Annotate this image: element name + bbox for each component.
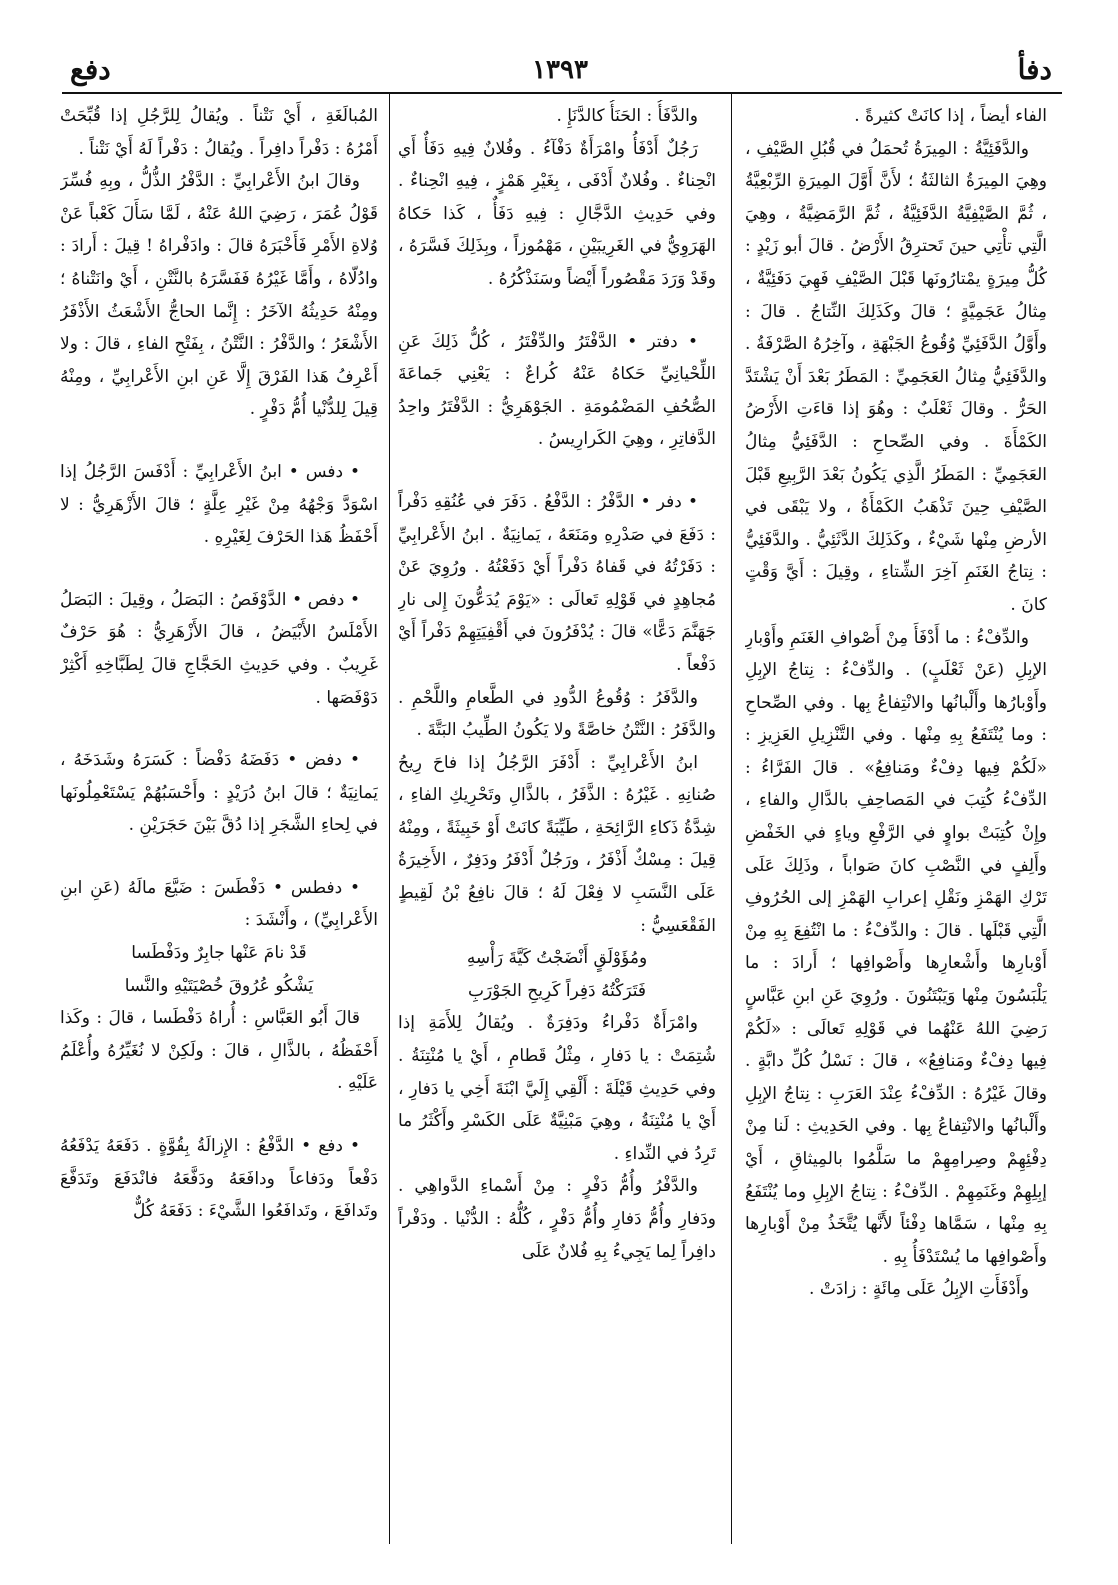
column-divider-right	[731, 94, 732, 1544]
paragraph: رَجُلٌ أَدْفَأُ وامْرَأَةٌ دَفْآءُ . وفُلانٌ فِيهِ دَفَأٌ أَي انْحِناءٌ . وفُلانٌ أَدْفَى ، بِغَيْرِ هَمْزٍ ، فِيهِ انْحِناءٌ . وفي حَدِيثِ الدَّجَّالِ : فِيهِ دَفَأٌ ، كَذا حَكاهُ الهَرَوِيُّ في الغَرِيبَيْنِ ، مَهْمُوزاً ، وبِذَلِكَ فَسَّرَهُ ، وقَدْ وَرَدَ مَقْصُوراً أَيْضاً وسَنَذْكُرُهُ .	[398, 138, 716, 289]
column-right	[745, 100, 1047, 1540]
entry-dafad: • دفض • دَفَضَهُ دَفْضاً : كَسَرَهُ وشَدَخَهُ ، يَمانِيَةٌ ؛ قالَ ابنُ دُرَيْدٍ : وأَحْسَبُهُمْ يَسْتَعْمِلُونَها في لِحاءِ الشَّجَرِ إذا دُقَّ بَيْنَ حَجَرَيْنِ .	[60, 750, 378, 836]
column-left	[60, 100, 378, 1540]
paragraph: والدَّفَأُ : الحَنَأُ كالدَّنَإِ .	[556, 106, 698, 126]
page-number: ١٣٩٣	[532, 55, 588, 85]
header-last-root: دفع	[70, 53, 111, 86]
paragraph: وقالَ ابنُ الأَعْرابِيِّ : الدَّفْرُ الذُّلُّ ، وبِهِ فُسِّرَ قَوْلُ عُمَرَ ، رَضِيَ اللهُ عَنْهُ ، لَمَّا سَأَلَ كَعْباً عَنْ وُلاةِ الأَمْرِ فَأَخْبَرَهُ قالَ : وادَفْراهُ ! قِيلَ : أَرادَ : وادُلّاهُ ، وأَمَّا غَيْرُهُ فَفَسَّرَهُ بالنَّتْنِ ، أَيْ وانَتْناهُ ؛ ومِنْهُ حَدِيثُهُ الآخَرُ : إِنَّما الحاجُّ الأَشْعَثُ الأَذْفَرُ الأَشْعَرُ ؛ والدَّفْرُ : النَّتْنُ ، بِفَتْحِ الفاءِ ، قالَ : ولا أَعْرِفُ هَذا الفَرْقَ إِلَّا عَنِ ابنِ الأَعْرابِيِّ ، ومِنْهُ قِيلَ لِلدُّنْيا أُمُّ دَفْرٍ .	[60, 171, 378, 420]
paragraph: والدَّفْرُ وأُمُّ دَفْرٍ : مِنْ أَسْماءِ الدَّواهِي . ودَفارِ وأُمُّ دَفارِ وأُمُّ دَفْرٍ ، كُلُّهُ : الدُّنْيا . ودَفْراً دافِراً لِما يَجِيءُ بِهِ فُلانٌ عَلَى	[398, 1176, 716, 1262]
verse-line: قَدْ نامَ عَنْها جابِرٌ ودَفْطَسا	[131, 943, 307, 964]
page-header	[60, 52, 1060, 92]
entry-dafa: • دفع • الدَّفْعُ : الإِزالَةُ بِقُوَّةٍ . دَفَعَهُ يَدْفَعُهُ دَفْعاً ودَفاعاً ودافَعَهُ ودَفَّعَهُ فانْدَفَعَ وتَدَفَّعَ وتَدافَعَ ، وتَدافَعُوا الشَّيْءَ : دَفَعَهُ كُلٌّ	[60, 1136, 378, 1222]
paragraph: وأَدْفَأَتِ الإبِلُ عَلَى مِائَةٍ : زادَتْ .	[809, 1279, 1029, 1300]
entry-daftar: • دفتر • الدَّفْتَرُ والدِّفْتَرُ ، كُلُّ ذَلِكَ عَنِ اللِّحْيانِيِّ حَكاهُ عَنْهُ كُراعٌ : يَعْنِي جَماعَةَ الصُّحُفِ المَضْمُومَةِ . الجَوْهَرِيُّ : الدَّفْتَرُ واحِدُ الدَّفاتِرِ ، وهِيَ الكَرارِيسُ .	[398, 331, 716, 450]
header-rule	[62, 92, 1062, 94]
paragraph: والدَّفَرُ : وُقُوعُ الدُّودِ في الطَّعامِ واللَّحْمِ . والدَّفَرُ : النَّتْنُ خاصَّةً ولا يَكُونُ الطِّيبُ البَتَّةَ .	[398, 687, 716, 741]
paragraph: والدَّفَئِيَّةُ : المِيرَةُ تُحمَلُ في قُبُلِ الصَّيْفِ ، وهِيَ المِيرَةُ الثالثَةُ ؛ لأَنَّ أَوَّلَ المِيرَةِ الرِّبْعِيَّةُ ، ثُمَّ الصَّيْفِيَّةُ الدَّفَئِيَّةُ ، ثُمَّ الرَّمَضِيَّةُ ، وهِيَ الَّتِي تأْتِي حينَ تَحترِقُ الأَرْضُ . قالَ أبو زَيْدٍ : كُلُّ مِيرَةٍ يمْتارُونَها قَبْلَ الصَّيْفِ فَهِيَ دَفَئِيَّةٌ ، مِثالُ عَجَمِيَّةٍ ؛ قالَ وكَذَلِكَ النِّتاجُ . قالَ : وأَوَّلُ الدَّفَئِيِّ وُقُوعُ الجَبْهَةِ ، وآخِرُهُ الصَّرْفَةُ . والدَّفَئِيُّ مِثالُ العَجَمِيِّ : المَطَرُ بَعْدَ أَنْ يَشْتَدَّ الحَرُّ . وقالَ ثَعْلَبٌ : وهُوَ إذا قاءَتِ الأَرْضُ الكَمْأَةَ . وفي الصِّحاحِ : الدَّفَئِيُّ مِثالُ العَجَمِيِّ : المَطَرُ الَّذِي يَكُونُ بَعْدَ الرَّبِيعِ قَبْلَ الصَّيْفِ حِينَ تَذْهَبُ الكَمْأَةُ ، ولا يَبْقَى في الأرضِ مِنْها شَيْءٌ ، وكَذَلِكَ الدَّثَئِيُّ . والدَّفَئِيُّ : نِتاجُ الغَنَمِ آخِرَ الشِّتاءِ ، وقِيلَ : أَيَّ وَقْتٍ كانَ .	[745, 138, 1047, 615]
paragraph: والدِّفْءُ : ما أَدْفَأَ مِنْ أَصْوافِ الغَنَمِ وأَوْبارِ الإبِلِ (عَنْ ثَعْلَبٍ) . والدِّفْءُ : نِتاجُ الإبِلِ وأَوْبارُها وأَلْبانُها والانْتِفاعُ بِها . وفي الصِّحاحِ : وما يُنْتَفَعُ بِهِ مِنْها . وفي التَّنْزِيلِ العَزِيزِ : «لَكُمْ فِيها دِفْءٌ ومَنافِعُ» . قالَ الفَرَّاءُ : الدِّفْءُ كُتِبَ في المَصاحِفِ بالدَّالِ والفاءِ ، وإِنْ كُتِبَتْ بواوٍ في الرَّفْعِ وياءٍ في الخَفْضِ وأَلِفٍ في النَّصْبِ كانَ صَواباً ، وذَلِكَ عَلَى تَرْكِ الهَمْزِ ونَقْلِ إعرابِ الهَمْزِ إلى الحُرُوفِ الَّتِي قَبْلَها . قالَ : والدِّفْءُ : ما انْتُفِعَ بِهِ مِنْ أَوْبارِها وأَشْعارِها وأَصْوافِها ؛ أَرادَ : ما يَلْبَسُونَ مِنْها وَيَبْتَنُونَ . ورُوِيَ عَنِ ابنِ عَبَّاسٍ رَضِيَ اللهُ عَنْهُما في قَوْلِهِ تَعالَى : «لَكُمْ فِيها دِفْءٌ ومَنافِعُ» ، قالَ : نَسْلُ كُلِّ دابَّةٍ . وقالَ غَيْرُهُ : الدِّفْءُ عِنْدَ العَرَبِ : نِتاجُ الإبِلِ وأَلْبانُها والانْتِفاعُ بِها . وفي الحَدِيثِ : لَنا مِنْ دِفْئِهِمْ وصِرامِهِمْ ما سَلَّمُوا بالمِيثاقِ ، أَيْ إبِلِهِمْ وغَنَمِهِمْ . الدِّفْءُ : نِتاجُ الإبِلِ وما يُنْتَفَعُ بِهِ مِنْها ، سَمَّاها دِفْئاً لأَنَّها يُتَّخَذُ مِنْ أَوْبارِها وأَصْوافِها ما يُسْتَدْفَأُ بِهِ .	[745, 627, 1047, 1267]
paragraph: ابنُ الأَعْرابِيِّ : أَدْفَرَ الرَّجُلُ إذا فاحَ رِيحُ صُنانِهِ . غَيْرُهُ : الذَّفَرُ ، بالذَّالِ وتَحْرِيكِ الفاءِ ، شِدَّةُ ذَكاءِ الرَّائِحَةِ ، طَيِّبَةً كانَتْ أَوْ خَبِيثَةً ، ومِنْهُ قِيلَ : مِسْكٌ أَذْفَرُ ، ورَجُلٌ أَدْفَرُ ودَفِرٌ ، الأَخِيرَةُ عَلَى النَّسَبِ لا فِعْلَ لَهُ ؛ قالَ نافِعُ بْنُ لَقِيطٍ الفَقْعَسِيُّ :	[398, 752, 716, 936]
verse-line: ومُؤَوْلَقٍ أَنْضَجْتُ كَيَّةَ رَأْسِهِ	[466, 948, 648, 969]
paragraph: المُبالَغَةِ ، أَيْ نَتْناً . ويُقالُ لِلرَّجُلِ إذا قُبِّحَتْ أَمْرُهُ : دَفْراً دافِراً . ويُقالُ : دَفْراً لَهُ أَيْ نَتْناً .	[60, 106, 378, 159]
paragraph: الفاء أيضاً ، إذا كانَتْ كثيرةً .	[854, 106, 1047, 126]
entry-dafas: • دفس • ابنُ الأَعْرابِيِّ : أَدْفَسَ الرَّجُلُ إذا اسْوَدَّ وَجْهُهُ مِنْ غَيْرِ عِلَّةٍ ؛ قالَ الأَزْهَرِيُّ : لا أَحْفَظُ هَذا الحَرْفَ لِغَيْرِهِ .	[60, 461, 378, 548]
entry-dafas-sad: • دفص • الدَّوْفَصُ : البَصَلُ ، وقِيلَ : البَصَلُ الأَمْلَسُ الأَبْيَضُ ، قالَ الأَزْهَرِيُّ : هُوَ حَرْفٌ غَرِيبٌ . وفي حَدِيثِ الحَجَّاجِ قالَ لِطَبَّاخِهِ أَكْثِرْ دَوْفَصَها .	[60, 589, 378, 708]
entry-dafar: • دفر • الدَّفْرُ : الدَّفْعُ . دَفَرَ في عُنُقِهِ دَفْراً : دَفَعَ في صَدْرِهِ ومَنَعَهُ ، يَمانِيَةٌ . ابنُ الأَعْرابِيِّ : دَفَرْتُهُ في قَفاهُ دَفْراً أَيْ دَفَعْتُهُ . ورُوِيَ عَنْ مُجاهِدٍ في قَوْلِهِ تَعالَى : «يَوْمَ يُدَعُّونَ إِلى نارِ جَهَنَّمَ دَعًّا» قالَ : يُدْفَرُونَ في أَقْفِيَتِهِمْ دَفْراً أَيْ دَفْعاً .	[398, 491, 716, 675]
paragraph: قالَ أَبُو العَبَّاسِ : أُراهُ دَفْطَسا ، قالَ : وكَذا أَحْفَظُهُ ، بالذَّالِ ، قالَ : ولَكِنْ لا نُغَيِّرُهُ وأُعْلَمُ عَلَيْهِ .	[60, 1008, 378, 1094]
header-first-root: دفأ	[1017, 53, 1052, 86]
entry-daftas: • دفطس • دَفْطَسَ : ضَيَّعَ مالَهُ (عَنِ ابنِ الأَعْرابِيِّ) ، وأَنْشَدَ :	[60, 877, 378, 931]
verse-line: يَشْكُو عُرُوقَ خُصْيَتَيْهِ والنَّسا	[124, 975, 314, 996]
column-divider-left	[389, 94, 390, 1544]
verse-line: فَتَرَكْتُهُ دَفِراً كَرِيحِ الجَوْرَبِ	[467, 980, 647, 1001]
column-middle	[398, 100, 716, 1540]
paragraph: وامْرَأَةٌ دَفْراءُ ودَفِرَةٌ . ويُقالُ لِلأَمَةِ إذا شُتِمَتْ : يا دَفارِ ، مِثْلُ قَطامِ ، أَيْ يا مُنْتِنَةُ . وفي حَدِيثِ قَيْلَةَ : أَلْقِي إِلَيَّ ابْنَةَ أَخِي يا دَفارِ ، أَيْ يا مُنْتِنَةُ ، وهِيَ مَبْنِيَّةٌ عَلَى الكَسْرِ وأَكْثَرُ ما تَرِدُ في النِّداءِ .	[398, 1013, 716, 1164]
